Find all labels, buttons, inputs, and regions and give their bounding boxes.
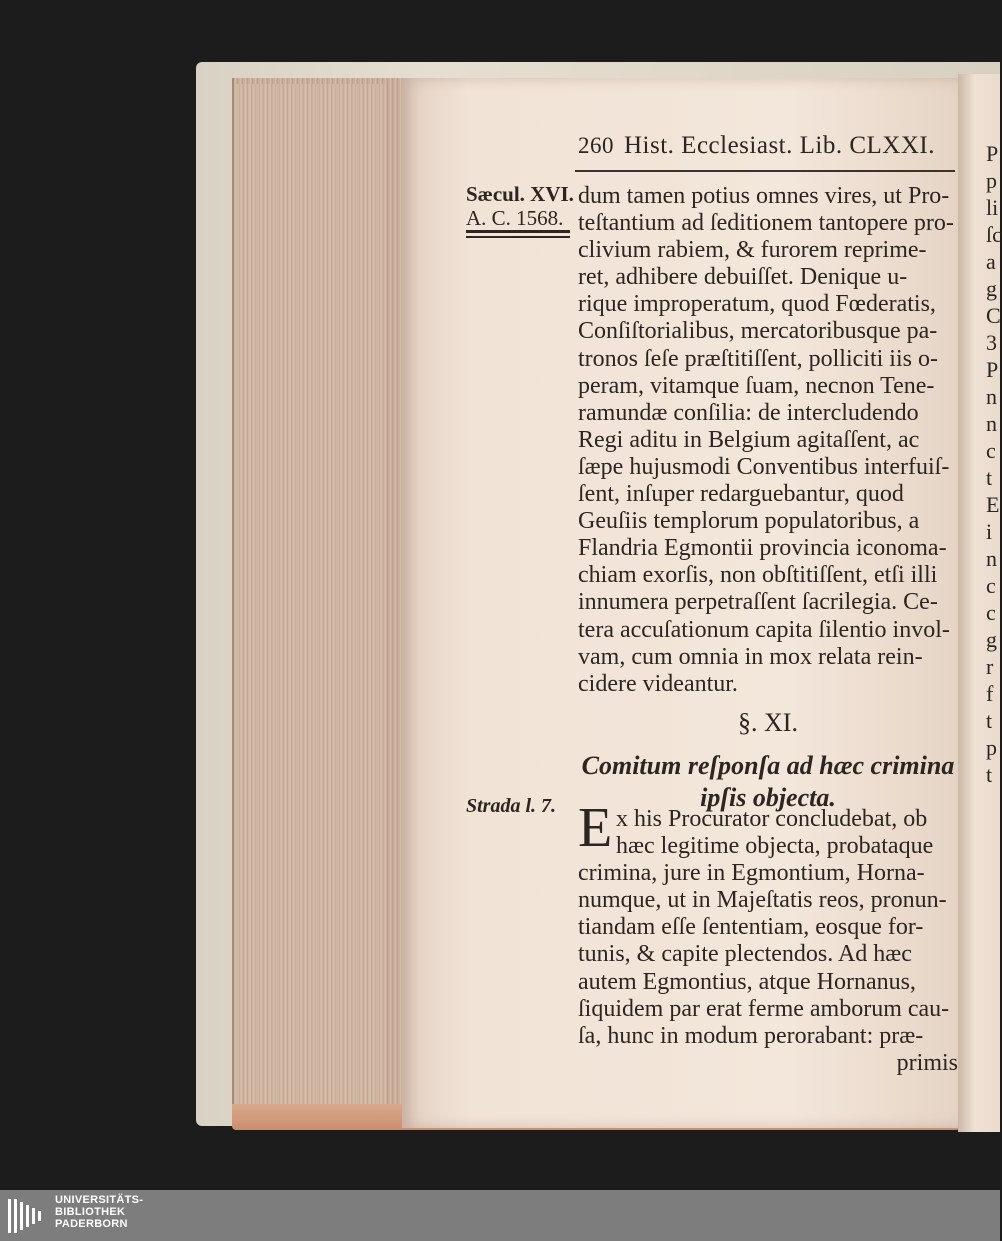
next-page-fragment: li xyxy=(986,195,999,220)
next-page-fragment: f xyxy=(986,681,994,706)
margin-source-note: Strada l. 7. xyxy=(466,795,557,817)
running-header xyxy=(578,132,956,164)
header-rule xyxy=(575,170,955,172)
running-title: Hist. Ecclesiast. Lib. CLXXI. xyxy=(624,132,935,159)
next-page-fragment: t xyxy=(986,708,993,733)
next-page-fragment: p xyxy=(986,735,997,760)
text-line: ſent, inſuper redarguebantur, quod xyxy=(578,481,904,508)
text-line: Conſiſtorialibus, mercatoribusque pa- xyxy=(578,318,938,345)
text-line: dum tamen potius omnes vires, ut Pro- xyxy=(578,183,950,209)
margin-anno: A. C. 1568. xyxy=(466,206,564,230)
next-page-fragment: i xyxy=(986,519,993,544)
next-page-fragment: p xyxy=(986,168,997,193)
text-line: ſæpe hujusmodi Conventibus interfuiſ- xyxy=(578,453,950,480)
text-line: cidere videantur. xyxy=(578,670,738,697)
library-logo-text xyxy=(55,1194,143,1230)
logo-line-3: PADERBORN xyxy=(55,1218,128,1230)
drop-cap: E xyxy=(578,797,613,859)
text-line: x his Procurator concludebat, ob xyxy=(616,806,928,832)
next-page-fragment: a xyxy=(986,249,996,274)
next-page-fragment: 3 xyxy=(986,330,997,355)
next-page-fragment: t xyxy=(986,762,993,787)
page-edges-inner xyxy=(236,84,386,1120)
next-page-fragment: g xyxy=(986,627,997,652)
next-page-fragment: c xyxy=(986,573,996,598)
next-page-fragment: E xyxy=(986,492,1000,517)
next-page-text xyxy=(986,140,1000,788)
text-line: rique improperatum, quod Fœderatis, xyxy=(578,291,936,318)
section-heading-line-1: Comitum reſponſa ad hæc crimina xyxy=(581,751,955,780)
next-page-fragment: n xyxy=(986,546,997,571)
text-line: tera accuſationum capita ſilentio invol- xyxy=(578,616,950,643)
text-line: tronos ſeſe præſtitiſſent, polliciti iis o- xyxy=(578,345,938,372)
text-line: chiam exorſis, non obſtitiſſent, etſi illi xyxy=(578,562,938,589)
text-line: ſiquidem par erat ferme amborum cau- xyxy=(578,995,950,1022)
text-line: numque, ut in Majeſtatis reos, pronun- xyxy=(578,887,947,914)
page-number: 260 xyxy=(578,133,614,158)
text-block-1 xyxy=(578,183,958,698)
margin-rule-2 xyxy=(466,236,570,238)
catchword: primis xyxy=(896,1049,958,1076)
text-line: teſtantium ad ſeditionem tantopere pro- xyxy=(578,210,954,237)
text-line: clivium rabiem, & furorem reprime- xyxy=(578,237,927,264)
text-line: ramundæ conſilia: de intercludendo xyxy=(578,399,919,426)
margin-rule xyxy=(466,230,570,233)
library-logo-icon xyxy=(8,1199,48,1233)
next-page-fragment: g xyxy=(986,276,997,301)
text-line: innumera perpetraſſent ſacrilegia. Ce- xyxy=(578,589,938,616)
section-heading xyxy=(578,750,958,814)
next-page-fragment: n xyxy=(986,384,997,409)
text-line: hæc legitime objecta, probataque xyxy=(616,833,934,860)
footer-bar xyxy=(0,1190,1000,1241)
text-line: autem Egmontius, atque Hornanus, xyxy=(578,968,916,995)
text-line: ret, adhibere debuiſſet. Denique u- xyxy=(578,264,908,291)
logo-line-1: UNIVERSITÄTS- xyxy=(55,1194,144,1206)
next-page-fragment: P xyxy=(986,141,999,166)
text-line: Flandria Egmontii provincia iconoma- xyxy=(578,535,947,562)
text-line: vam, cum omnia in mox relata rein- xyxy=(578,643,923,670)
text-line: tiandam eſſe ſententiam, eosque for- xyxy=(578,914,924,941)
next-page-fragment: ſc xyxy=(986,222,1002,247)
next-page-fragment: n xyxy=(986,411,997,436)
text-line: tunis, & capite plectendos. Ad hæc xyxy=(578,941,912,968)
next-page-fragment: P xyxy=(986,357,999,382)
section-number: §. XI. xyxy=(738,708,798,737)
text-block-2 xyxy=(578,806,958,1077)
margin-saeculum: Sæcul. XVI. xyxy=(466,182,574,206)
next-page-fragment: t xyxy=(986,465,993,490)
next-page-fragment: C xyxy=(986,303,1001,328)
text-line: crimina, jure in Egmontium, Horna- xyxy=(578,860,925,887)
text-line: Regi aditu in Belgium agitaſſent, ac xyxy=(578,426,920,453)
next-page-fragment: r xyxy=(986,654,994,679)
logo-line-2: BIBLIOTHEK xyxy=(55,1206,126,1218)
section-heading-line-2: ipſis objecta. xyxy=(700,783,836,812)
text-line: Geuſiis templorum populatoribus, a xyxy=(578,508,920,535)
text-line: peram, vitamque ſuam, necnon Tene- xyxy=(578,372,935,399)
next-page-fragment: c xyxy=(986,600,996,625)
next-page-fragment: c xyxy=(986,438,996,463)
text-line: ſa, hunc in modum perorabant: præ- xyxy=(578,1022,924,1049)
